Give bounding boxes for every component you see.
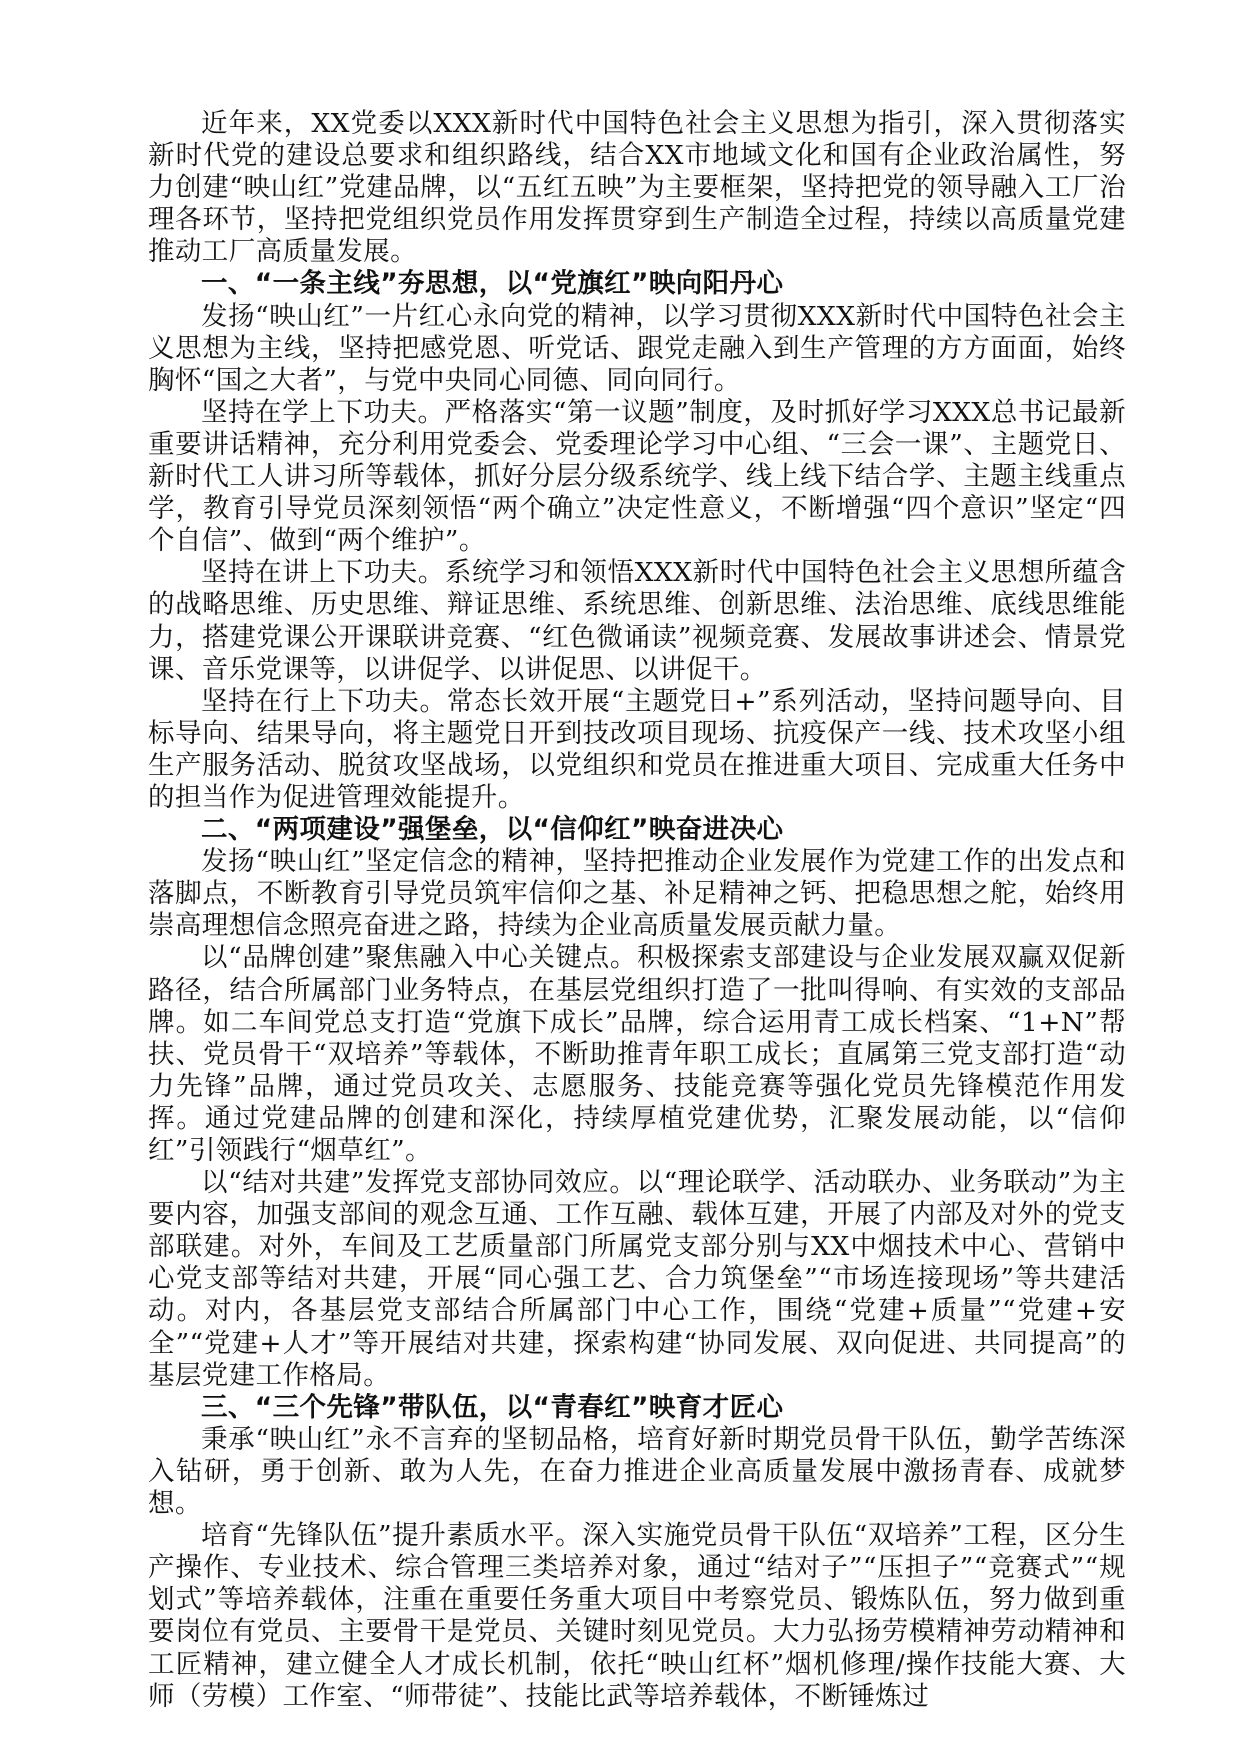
body-paragraph: 坚持在行上下功夫。常态长效开展“主题党日+”系列活动，坚持问题导向、目标导向、结果导向，将主题党日开到技改项目现场、抗疫保产一线、技术攻坚小组生产服务活动、脱贫攻坚战场，以党组织和党员在推进重大项目、完成重大任务中的担当作为促进管理效能提升。 [148, 685, 1126, 813]
body-paragraph: 发扬“映山红”坚定信念的精神，坚持把推动企业发展作为党建工作的出发点和落脚点，不断教育引导党员筑牢信仰之基、补足精神之钙、把稳思想之舵，始终用崇高理想信念照亮奋进之路，持续为企业高质量发展贡献力量。 [148, 846, 1126, 942]
body-paragraph: 以“品牌创建”聚焦融入中心关键点。积极探索支部建设与企业发展双赢双促新路径，结合所属部门业务特点，在基层党组织打造了一批叫得响、有实效的支部品牌。如二车间党总支打造“党旗下成长”品牌，综合运用青工成长档案、“1+N”帮扶、党员骨干“双培养”等载体，不断助推青年职工成长；直属第三党支部打造“动力先锋”品牌，通过党员攻关、志愿服务、技能竞赛等强化党员先锋模范作用发挥。通过党建品牌的创建和深化，持续厚植党建优势，汇聚发展动能，以“信仰红”引领践行“烟草红”。 [148, 942, 1126, 1166]
document-page [148, 108, 1126, 1713]
body-paragraph: 培育“先锋队伍”提升素质水平。深入实施党员骨干队伍“双培养”工程，区分生产操作、专业技术、综合管理三类培养对象，通过“结对子”“压担子”“竞赛式”“规划式”等培养载体，注重在重要任务重大项目中考察党员、锻炼队伍，努力做到重要岗位有党员、主要骨干是党员、关键时刻见党员。大力弘扬劳模精神劳动精神和工匠精神，建立健全人才成长机制，依托“映山红杯”烟机修理/操作技能大赛、大师（劳模）工作室、“师带徒”、技能比武等培养载体，不断锤炼过 [148, 1520, 1126, 1712]
section-heading-1: 一、“一条主线”夯思想，以“党旗红”映向阳丹心 [201, 268, 784, 300]
body-paragraph: 坚持在学上下功夫。严格落实“第一议题”制度，及时抓好学习XXX总书记最新重要讲话精神，充分利用党委会、党委理论学习中心组、“三会一课”、主题党日、新时代工人讲习所等载体，抓好分层分级系统学、线上线下结合学、主题主线重点学，教育引导党员深刻领悟“两个确立”决定性意义，不断增强“四个意识”坚定“四个自信”、做到“两个维护”。 [148, 396, 1126, 557]
body-paragraph: 坚持在讲上下功夫。系统学习和领悟XXX新时代中国特色社会主义思想所蕴含的战略思维、历史思维、辩证思维、系统思维、创新思维、法治思维、底线思维能力，搭建党课公开课联讲竞赛、“红色微诵读”视频竞赛、发展故事讲述会、情景党课、音乐党课等，以讲促学、以讲促思、以讲促干。 [148, 557, 1126, 685]
body-paragraph: 以“结对共建”发挥党支部协同效应。以“理论联学、活动联办、业务联动”为主要内容，加强支部间的观念互通、工作互融、载体互建，开展了内部及对外的党支部联建。对外，车间及工艺质量部门所属党支部分别与XX中烟技术中心、营销中心党支部等结对共建，开展“同心强工艺、合力筑堡垒”“市场连接现场”等共建活动。对内，各基层党支部结合所属部门中心工作，围绕“党建+质量”“党建+安全”“党建+人才”等开展结对共建，探索构建“协同发展、双向促进、共同提高”的基层党建工作格局。 [148, 1167, 1126, 1391]
section-heading-2: 二、“两项建设”强堡垒，以“信仰红”映奋进决心 [201, 814, 784, 846]
intro-paragraph: 近年来，XX党委以XXX新时代中国特色社会主义思想为指引，深入贯彻落实新时代党的建设总要求和组织路线，结合XX市地域文化和国有企业政治属性，努力创建“映山红”党建品牌，以“五红五映”为主要框架，坚持把党的领导融入工厂治理各环节，坚持把党组织党员作用发挥贯穿到生产制造全过程，持续以高质量党建推动工厂高质量发展。 [148, 108, 1126, 268]
body-paragraph: 秉承“映山红”永不言弃的坚韧品格，培育好新时期党员骨干队伍，勤学苦练深入钻研，勇于创新、敢为人先，在奋力推进企业高质量发展中激扬青春、成就梦想。 [148, 1423, 1126, 1520]
section-heading-3: 三、“三个先锋”带队伍，以“青春红”映育才匠心 [201, 1391, 784, 1423]
body-paragraph: 发扬“映山红”一片红心永向党的精神，以学习贯彻XXX新时代中国特色社会主义思想为主线，坚持把感党恩、听党话、跟党走融入到生产管理的方方面面，始终胸怀“国之大者”，与党中央同心同德、同向同行。 [148, 300, 1126, 396]
